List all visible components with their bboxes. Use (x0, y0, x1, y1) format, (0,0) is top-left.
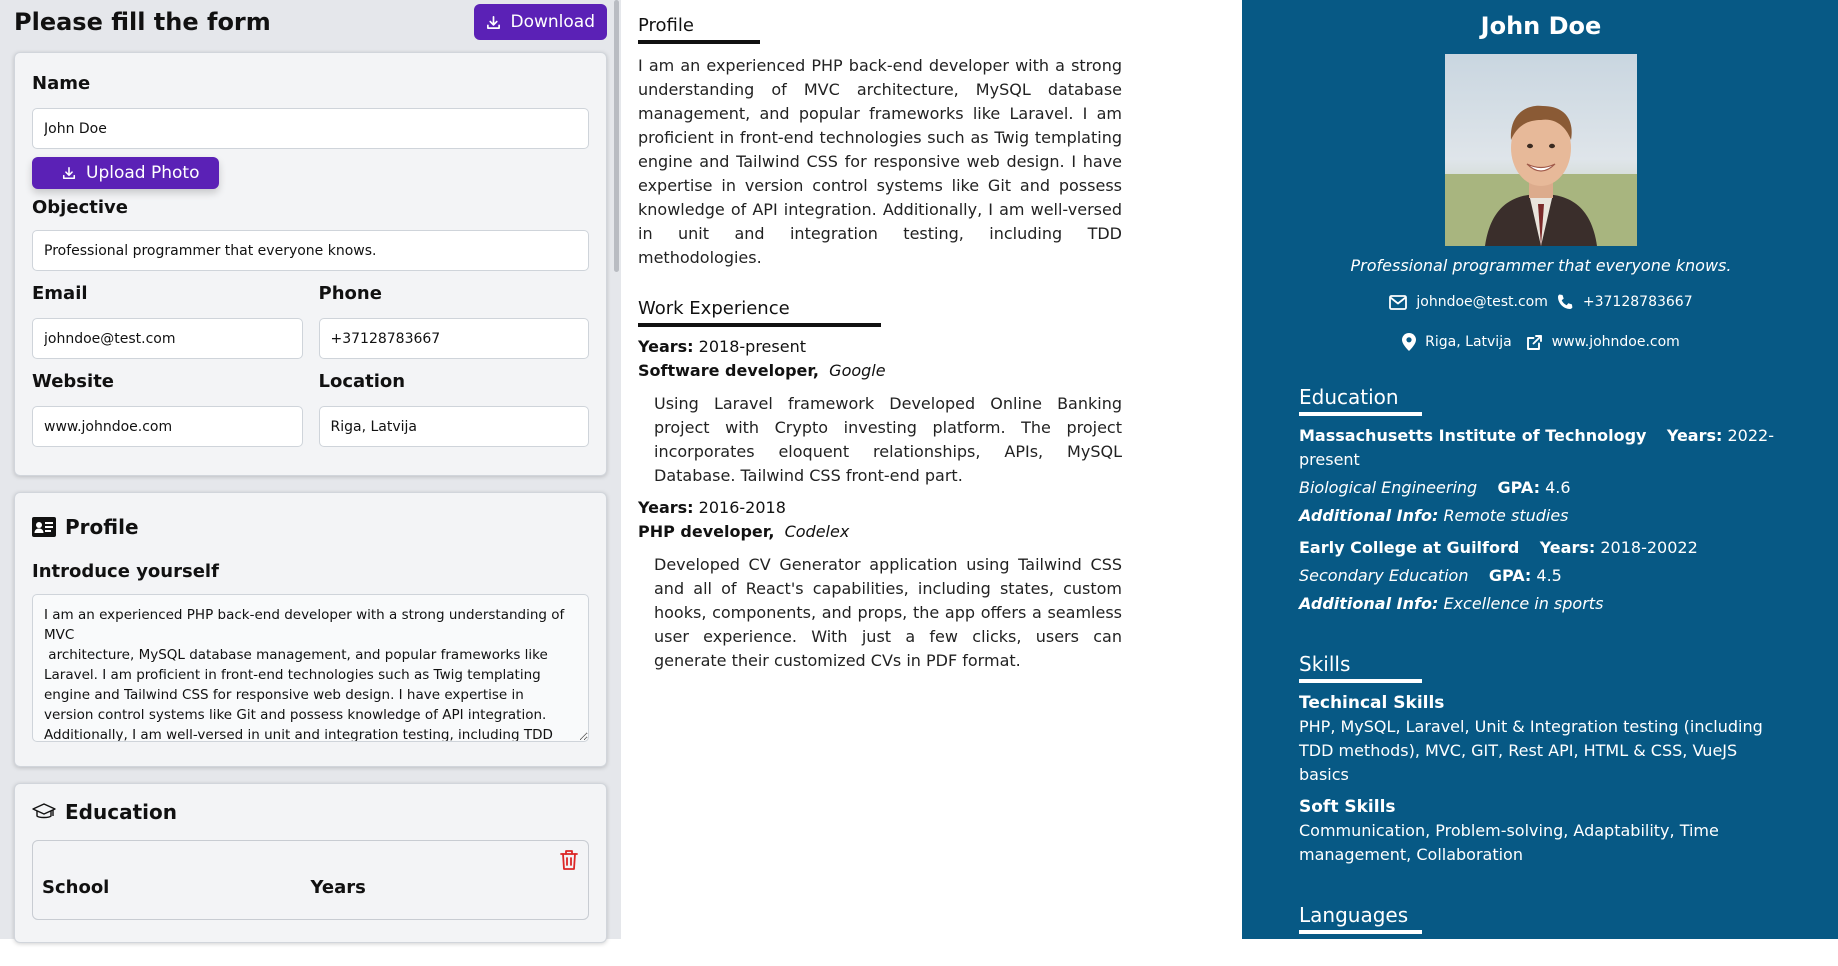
graduation-cap-icon (32, 802, 56, 822)
cv-edu-degree-line (1299, 564, 1783, 588)
introduce-textarea[interactable] (32, 594, 589, 742)
work-years-value: 2016-2018 (698, 498, 786, 517)
form-header (14, 0, 607, 42)
school-label: School (42, 877, 110, 898)
profile-section-title (32, 515, 589, 539)
years-label: Years (310, 877, 366, 898)
upload-photo-button[interactable] (32, 157, 219, 189)
work-company: Google (829, 361, 886, 380)
cv-edu-degree: Secondary Education (1299, 566, 1469, 585)
cv-email-text: johndoe@test.com (1416, 294, 1548, 310)
cv-edu-info-line (1299, 592, 1783, 616)
cv-edu-school-line (1299, 536, 1783, 560)
trash-icon[interactable] (560, 849, 578, 871)
personal-info-card (14, 52, 607, 476)
work-years (638, 496, 1122, 520)
website-location-row (32, 371, 589, 447)
cv-edu-info: Excellence in sports (1443, 594, 1604, 613)
cv-tech-skills-text: PHP, MySQL, Laravel, Unit & Integration testing (including TDD methods), MVC, GIT, Rest API, HTML & CSS, VueJS basics (1299, 717, 1763, 784)
cv-languages-heading: Languages (1299, 903, 1422, 934)
work-years-value: 2018-present (698, 337, 806, 356)
work-entry (638, 335, 1122, 488)
work-position (638, 520, 1122, 544)
external-link-icon (1526, 334, 1543, 351)
education-card (14, 783, 607, 943)
work-title: PHP developer, (638, 522, 775, 541)
cv-edu-school: Massachusetts Institute of Technology (1299, 426, 1647, 445)
download-label: Download (510, 12, 595, 32)
website-label: Website (32, 371, 115, 392)
work-company: Codelex (784, 522, 850, 541)
location-group (319, 371, 590, 447)
email-group (32, 283, 303, 359)
id-card-icon (32, 517, 56, 537)
introduce-label: Introduce yourself (32, 561, 219, 582)
phone-label: Phone (318, 283, 382, 304)
work-description: Developed CV Generator application using Tailwind CSS and all of React's capabilities, including states, custom hooks, components, and props, the app offers a seamless user experience. With just a few clicks, users can generate their customized CVs in PDF format. (654, 555, 1122, 670)
cv-education-heading: Education (1299, 385, 1422, 416)
phone-group (319, 283, 590, 359)
location-label: Location (318, 371, 406, 392)
cv-edu-info-line (1299, 504, 1783, 528)
cv-tech-skills-label: Techincal Skills (1299, 693, 1445, 713)
cv-contact-row-1 (1299, 293, 1783, 311)
cv-soft-skills-text: Communication, Problem-solving, Adaptability, Time management, Collaboration (1299, 821, 1719, 864)
preview-profile-heading: Profile (638, 15, 760, 44)
work-position (638, 359, 1122, 383)
cv-edu-years: 2018-20022 (1600, 538, 1698, 557)
cv-objective: Professional programmer that everyone knows. (1350, 256, 1732, 275)
cv-website[interactable] (1526, 334, 1680, 351)
upload-photo-label: Upload Photo (86, 163, 200, 183)
cv-edu-info-key: Additional Info: (1299, 594, 1439, 613)
cv-sidebar (1242, 0, 1838, 963)
cv-website-text: www.johndoe.com (1551, 334, 1680, 350)
email-phone-row (32, 283, 589, 359)
cv-edu-info-key: Additional Info: (1299, 506, 1439, 525)
cv-edu-school: Early College at Guilford (1299, 538, 1520, 557)
cv-location (1402, 333, 1512, 351)
cv-name: John Doe (1480, 12, 1602, 40)
work-entry (638, 496, 1122, 673)
map-pin-icon (1402, 333, 1416, 351)
cv-phone (1556, 293, 1693, 311)
work-years (638, 335, 1122, 359)
page-title: Please fill the form (14, 8, 271, 36)
work-years-key: Years: (638, 337, 694, 356)
preview-work-heading: Work Experience (638, 298, 881, 327)
form-panel[interactable] (0, 0, 621, 939)
education-entry (32, 840, 589, 920)
education-section-label: Education (65, 800, 177, 824)
name-label: Name (32, 73, 91, 94)
cv-education-entry (1299, 424, 1783, 528)
education-field-labels (42, 877, 579, 898)
work-description: Using Laravel framework Developed Online Banking project with Crypto investing platform. The project incorporates eloquent relationships, APIs, MySQL Database. Tailwind CSS front-end part. (654, 394, 1122, 485)
cv-edu-degree-line (1299, 476, 1783, 500)
cv-edu-gpa: 4.6 (1545, 478, 1571, 497)
cv-edu-gpa: 4.5 (1536, 566, 1562, 585)
work-years-key: Years: (638, 498, 694, 517)
form-scroll-area (0, 0, 621, 943)
cv-edu-info: Remote studies (1443, 506, 1569, 525)
cv-phone-text: +37128783667 (1582, 294, 1693, 310)
avatar (1445, 54, 1637, 246)
cv-edu-school-line (1299, 424, 1783, 472)
profile-section-label: Profile (65, 515, 139, 539)
phone-icon (1556, 293, 1574, 311)
envelope-icon (1389, 295, 1407, 310)
profile-card (14, 492, 607, 767)
location-input[interactable] (319, 406, 590, 447)
cv-languages-text: Latvian, Russian, English (1299, 944, 1498, 963)
education-section-title (32, 800, 589, 824)
download-button[interactable] (474, 4, 607, 40)
cv-education-entry (1299, 536, 1783, 616)
preview-main-panel (621, 0, 1242, 939)
form-scrollbar[interactable] (614, 0, 619, 272)
cv-edu-years-key: Years: (1539, 538, 1596, 557)
cv-edu-gpa-key: GPA: (1488, 566, 1532, 585)
cv-edu-gpa-key: GPA: (1497, 478, 1540, 497)
work-title: Software developer, (638, 361, 819, 380)
cv-contact-row-2 (1299, 333, 1783, 351)
email-label: Email (32, 283, 88, 304)
email-input[interactable] (32, 318, 303, 359)
objective-label: Objective (32, 197, 128, 218)
cv-location-text: Riga, Latvija (1425, 334, 1512, 350)
cv-edu-years: 2022-present (1299, 426, 1774, 469)
cv-soft-skills-label: Soft Skills (1299, 797, 1396, 817)
objective-input[interactable] (32, 230, 589, 271)
preview-profile-text: I am an experienced PHP back-end developer with a strong understanding of MVC architecture, MySQL database management, and popular frameworks like Laravel. I am proficient in front-end technologies such as Twig templating engine and Tailwind CSS for responsive web design. I have expertise in version control systems like Git and possess knowledge of API integration. Additionally, I am well-versed in unit and integration testing, including TDD methodologies. (638, 56, 1122, 267)
name-input[interactable] (32, 108, 589, 149)
cv-edu-degree: Biological Engineering (1299, 478, 1478, 497)
download-icon (486, 15, 501, 30)
cv-email (1389, 294, 1548, 310)
website-group (32, 371, 303, 447)
download-icon (62, 166, 76, 180)
phone-input[interactable] (319, 318, 590, 359)
website-input[interactable] (32, 406, 303, 447)
cv-skills-heading: Skills (1299, 652, 1422, 683)
cv-edu-years-key: Years: (1666, 426, 1723, 445)
